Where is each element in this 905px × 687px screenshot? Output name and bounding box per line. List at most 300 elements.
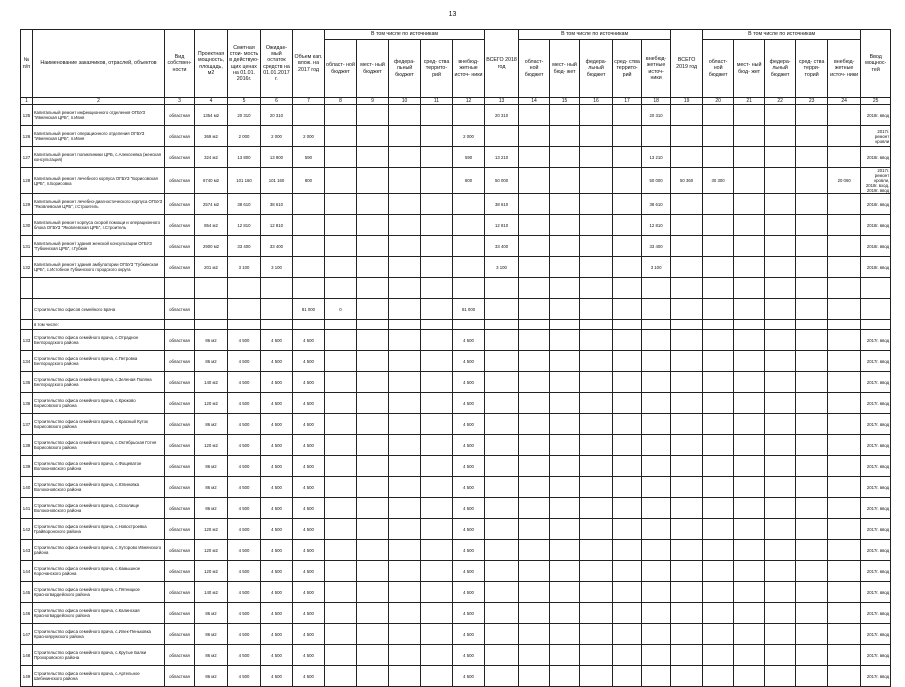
value-cell-s18-reg [519,330,550,351]
value-cell-cost: 4 500 [228,540,261,561]
table-row [21,582,891,603]
value-cell-s19-ter [796,498,828,519]
value-cell-s17-loc [357,278,389,299]
value-cell-s19-ext [828,456,861,477]
commissioning-cell: 2017г. ввод [861,540,891,561]
object-name-cell: Строительство офиса семейного врача, с.Красный Куток Борисовского района [33,414,165,435]
object-name-cell: Капитальный ремонт здания женской консультации ОГБУЗ "Губкинская ЦРБ", г.Губкин [33,236,165,257]
value-cell-v2019 [671,645,703,666]
object-name-cell: Капитальный ремонт инфекционного отделения ОГБУЗ "Ивнянская ЦРБ", п.Ивня [33,105,165,126]
object-name-cell: Строительство офиса семейного врача, с.Хуторово Ивнянского района [33,540,165,561]
value-cell-cap [195,320,228,330]
value-cell-v2017: 4 500 [293,561,325,582]
value-cell-cost: 38 610 [228,194,261,215]
value-cell-v2019 [671,456,703,477]
value-cell-s18-fed [580,603,613,624]
value-cell-s17-ter [421,624,453,645]
value-cell-s17-ter [421,330,453,351]
value-cell-s19-loc [734,561,765,582]
value-cell-s18-reg [519,603,550,624]
column-number: 20 [703,98,734,105]
commissioning-cell: 2017г. ввод [861,519,891,540]
row-number-cell: 126 [21,126,33,147]
value-cell-s17-ext: 4 500 [453,330,485,351]
object-name-cell: Капитальный ремонт операционного отделения ОГБУЗ "Ивнянская ЦРБ", п.Ивня [33,126,165,147]
value-cell-cost [228,278,261,299]
value-cell-v2018 [485,498,519,519]
value-cell-bal: 4 500 [261,477,293,498]
value-cell-cost: 33 400 [228,236,261,257]
value-cell-bal: 20 310 [261,105,293,126]
value-cell-s17-loc [357,624,389,645]
value-cell-v2018: 20 310 [485,105,519,126]
column-number: 22 [765,98,796,105]
value-cell-s19-loc [734,540,765,561]
value-cell-s17-ter [421,582,453,603]
value-cell-cap: 120 м2 [195,561,228,582]
value-cell-s18-loc [550,236,580,257]
value-cell-s17-ter [421,215,453,236]
value-cell-s19-ext [828,194,861,215]
value-cell-v2018 [485,299,519,320]
value-cell-s19-ext [828,435,861,456]
value-cell-s19-loc [734,624,765,645]
value-cell-s19-ext [828,519,861,540]
value-cell-s19-ter [796,194,828,215]
value-cell-bal: 4 500 [261,540,293,561]
value-cell-v2019 [671,603,703,624]
value-cell-v2018: 50 000 [485,168,519,194]
value-cell-s19-ter [796,168,828,194]
commissioning-cell: 2017г. ввод [861,603,891,624]
value-cell-s19-reg [703,351,734,372]
value-cell-s18-reg [519,215,550,236]
header-extrabudget: внебюд- жетные источ- ники [642,40,671,98]
value-cell-bal: 4 500 [261,351,293,372]
value-cell-s17-fed [389,215,421,236]
value-cell-v2017: 4 500 [293,603,325,624]
column-number: 16 [580,98,613,105]
value-cell-s19-ext [828,299,861,320]
value-cell-s19-loc [734,168,765,194]
value-cell-s19-fed [765,540,796,561]
object-name-cell: Строительство офисов семейного врача [33,299,165,320]
value-cell-v2017: 4 500 [293,456,325,477]
value-cell-s19-loc [734,477,765,498]
value-cell-bal: 4 500 [261,435,293,456]
header-federal-budget: федера- льный бюджет [580,40,613,98]
value-cell-s18-fed [580,624,613,645]
value-cell-v2018 [485,372,519,393]
value-cell-s18-ext [642,299,671,320]
value-cell-s19-loc [734,645,765,666]
value-cell-s18-ext: 13 210 [642,147,671,168]
value-cell-bal: 38 610 [261,194,293,215]
value-cell-s17-reg [325,393,357,414]
value-cell-s18-ext [642,498,671,519]
value-cell-bal: 4 500 [261,330,293,351]
value-cell-s19-fed [765,645,796,666]
value-cell-s18-ext [642,540,671,561]
value-cell-s18-ter [613,477,642,498]
value-cell-s19-fed [765,147,796,168]
ownership-cell: областная [165,126,195,147]
value-cell-v2018 [485,540,519,561]
ownership-cell: областная [165,519,195,540]
value-cell-s17-reg [325,414,357,435]
value-cell-v2017 [293,105,325,126]
value-cell-s17-loc [357,645,389,666]
value-cell-s18-loc [550,320,580,330]
value-cell-s19-ter [796,257,828,278]
value-cell-s18-fed [580,645,613,666]
value-cell-cost: 4 500 [228,645,261,666]
value-cell-s18-ext [642,582,671,603]
table-row [21,624,891,645]
value-cell-s17-reg [325,236,357,257]
row-number-cell: 135 [21,372,33,393]
value-cell-s17-loc [357,320,389,330]
value-cell-s19-fed [765,498,796,519]
value-cell-s19-ext [828,278,861,299]
value-cell-s18-loc [550,126,580,147]
value-cell-cost [228,299,261,320]
row-number-cell: 128 [21,168,33,194]
value-cell-v2019 [671,435,703,456]
ownership-cell: областная [165,561,195,582]
value-cell-v2019 [671,666,703,687]
value-cell-s18-fed [580,582,613,603]
ownership-cell: областная [165,540,195,561]
value-cell-s17-fed [389,299,421,320]
value-cell-s18-ext [642,330,671,351]
ownership-cell: областная [165,215,195,236]
value-cell-s19-ext [828,372,861,393]
value-cell-s17-fed [389,456,421,477]
ownership-cell: областная [165,330,195,351]
row-number-cell: 141 [21,498,33,519]
value-cell-s17-reg [325,624,357,645]
value-cell-s19-ter [796,414,828,435]
value-cell-s18-ext [642,393,671,414]
value-cell-s18-ter [613,456,642,477]
value-cell-s17-ter [421,320,453,330]
value-cell-s17-reg [325,320,357,330]
value-cell-v2019 [671,372,703,393]
value-cell-v2019 [671,540,703,561]
value-cell-s17-ext: 4 500 [453,456,485,477]
value-cell-s18-ext [642,624,671,645]
commissioning-cell: 2017г. ввод [861,645,891,666]
value-cell-s17-fed [389,372,421,393]
header-sources-2018: В том числе по источникам [519,30,671,40]
value-cell-bal [261,278,293,299]
value-cell-s19-loc [734,414,765,435]
value-cell-s18-reg [519,168,550,194]
value-cell-s19-reg [703,456,734,477]
value-cell-cap [195,278,228,299]
value-cell-s19-ter [796,126,828,147]
value-cell-cap: 201 м2 [195,257,228,278]
value-cell-s17-fed [389,624,421,645]
value-cell-cap: 2900 м2 [195,236,228,257]
table-row [21,147,891,168]
value-cell-s19-reg: 30 300 [703,168,734,194]
value-cell-s17-reg [325,435,357,456]
ownership-cell: областная [165,168,195,194]
value-cell-v2018 [485,330,519,351]
value-cell-s18-reg [519,393,550,414]
value-cell-s17-ter [421,168,453,194]
column-number: 25 [861,98,891,105]
value-cell-s18-loc [550,603,580,624]
value-cell-s19-fed [765,278,796,299]
commissioning-cell: 2018г. ввод [861,236,891,257]
value-cell-s19-ter [796,582,828,603]
value-cell-s19-ext [828,236,861,257]
value-cell-s18-ter [613,278,642,299]
value-cell-s18-reg [519,194,550,215]
value-cell-s17-ext [453,257,485,278]
value-cell-s18-ter [613,330,642,351]
value-cell-s19-fed [765,477,796,498]
table-row [21,105,891,126]
value-cell-v2019 [671,320,703,330]
value-cell-s18-fed [580,498,613,519]
value-cell-bal: 2 000 [261,126,293,147]
value-cell-s17-ter [421,257,453,278]
row-number-cell: 134 [21,351,33,372]
value-cell-s19-loc [734,351,765,372]
value-cell-s19-ter [796,624,828,645]
value-cell-s17-ext: 4 500 [453,414,485,435]
header-commissioning: Ввод мощнос- тей [861,30,891,98]
row-number-cell: 139 [21,456,33,477]
value-cell-cap: 86 м2 [195,498,228,519]
value-cell-s17-reg [325,257,357,278]
value-cell-s19-reg [703,477,734,498]
table-row [21,126,891,147]
value-cell-s17-reg [325,666,357,687]
value-cell-bal: 4 500 [261,372,293,393]
row-number-cell: 146 [21,603,33,624]
value-cell-v2018 [485,126,519,147]
header-regional-budget: област- ной бюджет [703,40,734,98]
column-number: 2 [33,98,165,105]
value-cell-s18-reg [519,236,550,257]
commissioning-cell: 2017г. ввод [861,414,891,435]
value-cell-s19-loc [734,105,765,126]
value-cell-s18-fed [580,278,613,299]
value-cell-s17-ter [421,147,453,168]
row-number-cell: 127 [21,147,33,168]
value-cell-s17-fed [389,645,421,666]
value-cell-s17-fed [389,561,421,582]
value-cell-s19-reg [703,561,734,582]
value-cell-s18-reg [519,477,550,498]
value-cell-s17-fed [389,236,421,257]
value-cell-s17-fed [389,147,421,168]
value-cell-v2018 [485,603,519,624]
value-cell-s18-reg [519,105,550,126]
value-cell-s17-loc [357,519,389,540]
value-cell-v2018 [485,645,519,666]
row-number-cell: 133 [21,330,33,351]
value-cell-cost: 4 500 [228,372,261,393]
table-row [21,194,891,215]
value-cell-s17-loc [357,414,389,435]
ownership-cell: областная [165,666,195,687]
value-cell-v2019 [671,582,703,603]
value-cell-s17-reg [325,215,357,236]
value-cell-s17-ext: 4 500 [453,540,485,561]
value-cell-cost: 101 160 [228,168,261,194]
value-cell-bal [261,320,293,330]
value-cell-s17-ter [421,456,453,477]
value-cell-s19-ter [796,147,828,168]
value-cell-v2018: 38 610 [485,194,519,215]
value-cell-s17-loc [357,393,389,414]
value-cell-s18-ter [613,582,642,603]
value-cell-s19-fed [765,299,796,320]
value-cell-s18-loc [550,645,580,666]
value-cell-s19-loc [734,194,765,215]
value-cell-s17-fed [389,603,421,624]
column-number: 3 [165,98,195,105]
value-cell-s17-ext: 4 500 [453,561,485,582]
value-cell-s18-ter [613,299,642,320]
value-cell-s17-ter [421,603,453,624]
value-cell-s17-ext: 4 500 [453,372,485,393]
value-cell-s19-fed [765,105,796,126]
value-cell-s19-loc [734,498,765,519]
value-cell-s19-ext [828,582,861,603]
value-cell-cap: 2574 м2 [195,194,228,215]
header-no: № п/п [21,30,33,98]
ownership-cell: областная [165,372,195,393]
value-cell-s19-reg [703,299,734,320]
value-cell-s19-loc [734,236,765,257]
value-cell-s17-ter [421,351,453,372]
value-cell-s19-reg [703,624,734,645]
value-cell-s19-loc [734,257,765,278]
page-number: 13 [448,11,457,18]
header-capacity: Проектная мощность, площадь, м2 [195,30,228,98]
value-cell-s18-ext [642,126,671,147]
table-row [21,372,891,393]
value-cell-v2018 [485,519,519,540]
value-cell-s17-fed [389,477,421,498]
value-cell-s19-ext [828,561,861,582]
object-name-cell: Строительство офиса семейного врача, с.Зеленая Поляна Белгородского района [33,372,165,393]
ownership-cell: областная [165,477,195,498]
value-cell-s17-reg [325,147,357,168]
value-cell-s19-ter [796,330,828,351]
commissioning-cell [861,320,891,330]
value-cell-s19-reg [703,666,734,687]
value-cell-s18-ter [613,540,642,561]
row-number-cell: 144 [21,561,33,582]
value-cell-s19-ter [796,372,828,393]
row-number-cell: 137 [21,414,33,435]
value-cell-s17-reg [325,372,357,393]
value-cell-s19-ter [796,320,828,330]
value-cell-s19-fed [765,215,796,236]
value-cell-s18-reg [519,147,550,168]
value-cell-s17-reg: 0 [325,299,357,320]
value-cell-s18-reg [519,320,550,330]
value-cell-v2019 [671,236,703,257]
value-cell-s17-loc [357,666,389,687]
value-cell-v2017: 590 [293,147,325,168]
commissioning-cell: 2018г. ввод [861,147,891,168]
header-local-budget: мест- ный бюд- жет [734,40,765,98]
value-cell-s19-fed [765,393,796,414]
value-cell-s18-reg [519,540,550,561]
value-cell-s18-ext: 3 100 [642,257,671,278]
value-cell-v2017: 2 000 [293,126,325,147]
object-name-cell: Строительство офиса семейного врача, с.Петровка Белгородского района [33,351,165,372]
value-cell-s19-reg [703,105,734,126]
header-total-2018: ВСЕГО 2018 год [485,30,519,98]
value-cell-s18-ter [613,126,642,147]
value-cell-s19-ter [796,561,828,582]
value-cell-s19-ext [828,393,861,414]
value-cell-s17-loc [357,236,389,257]
value-cell-s18-reg [519,278,550,299]
value-cell-s19-fed [765,372,796,393]
row-number-cell: 147 [21,624,33,645]
value-cell-s19-loc [734,126,765,147]
value-cell-s18-fed [580,372,613,393]
value-cell-s19-ter [796,603,828,624]
value-cell-s18-reg [519,126,550,147]
value-cell-s18-ter [613,519,642,540]
value-cell-s17-ter [421,540,453,561]
value-cell-v2018 [485,435,519,456]
table-row [21,540,891,561]
value-cell-cap: 120 м2 [195,519,228,540]
value-cell-s18-loc [550,582,580,603]
value-cell-s17-ext [453,194,485,215]
table-row [21,519,891,540]
value-cell-s19-loc [734,299,765,320]
budget-table [20,29,891,687]
header-volume-2017: Объем кап. влож. на 2017 год [293,30,325,98]
value-cell-s17-fed [389,582,421,603]
value-cell-s18-loc [550,519,580,540]
value-cell-v2019 [671,278,703,299]
value-cell-s18-ext: 33 400 [642,236,671,257]
value-cell-s17-ter [421,194,453,215]
commissioning-cell: 2018г. ввод [861,105,891,126]
value-cell-s18-ter [613,435,642,456]
value-cell-s17-ext: 4 500 [453,435,485,456]
value-cell-s19-fed [765,194,796,215]
value-cell-s17-ext [453,278,485,299]
value-cell-cost: 4 500 [228,624,261,645]
value-cell-s17-loc [357,477,389,498]
value-cell-bal: 4 500 [261,645,293,666]
value-cell-v2019 [671,257,703,278]
value-cell-s18-ter [613,645,642,666]
value-cell-s19-fed [765,320,796,330]
ownership-cell: областная [165,624,195,645]
value-cell-s19-reg [703,330,734,351]
value-cell-s19-loc [734,456,765,477]
value-cell-cost: 4 500 [228,393,261,414]
value-cell-s17-ter [421,477,453,498]
